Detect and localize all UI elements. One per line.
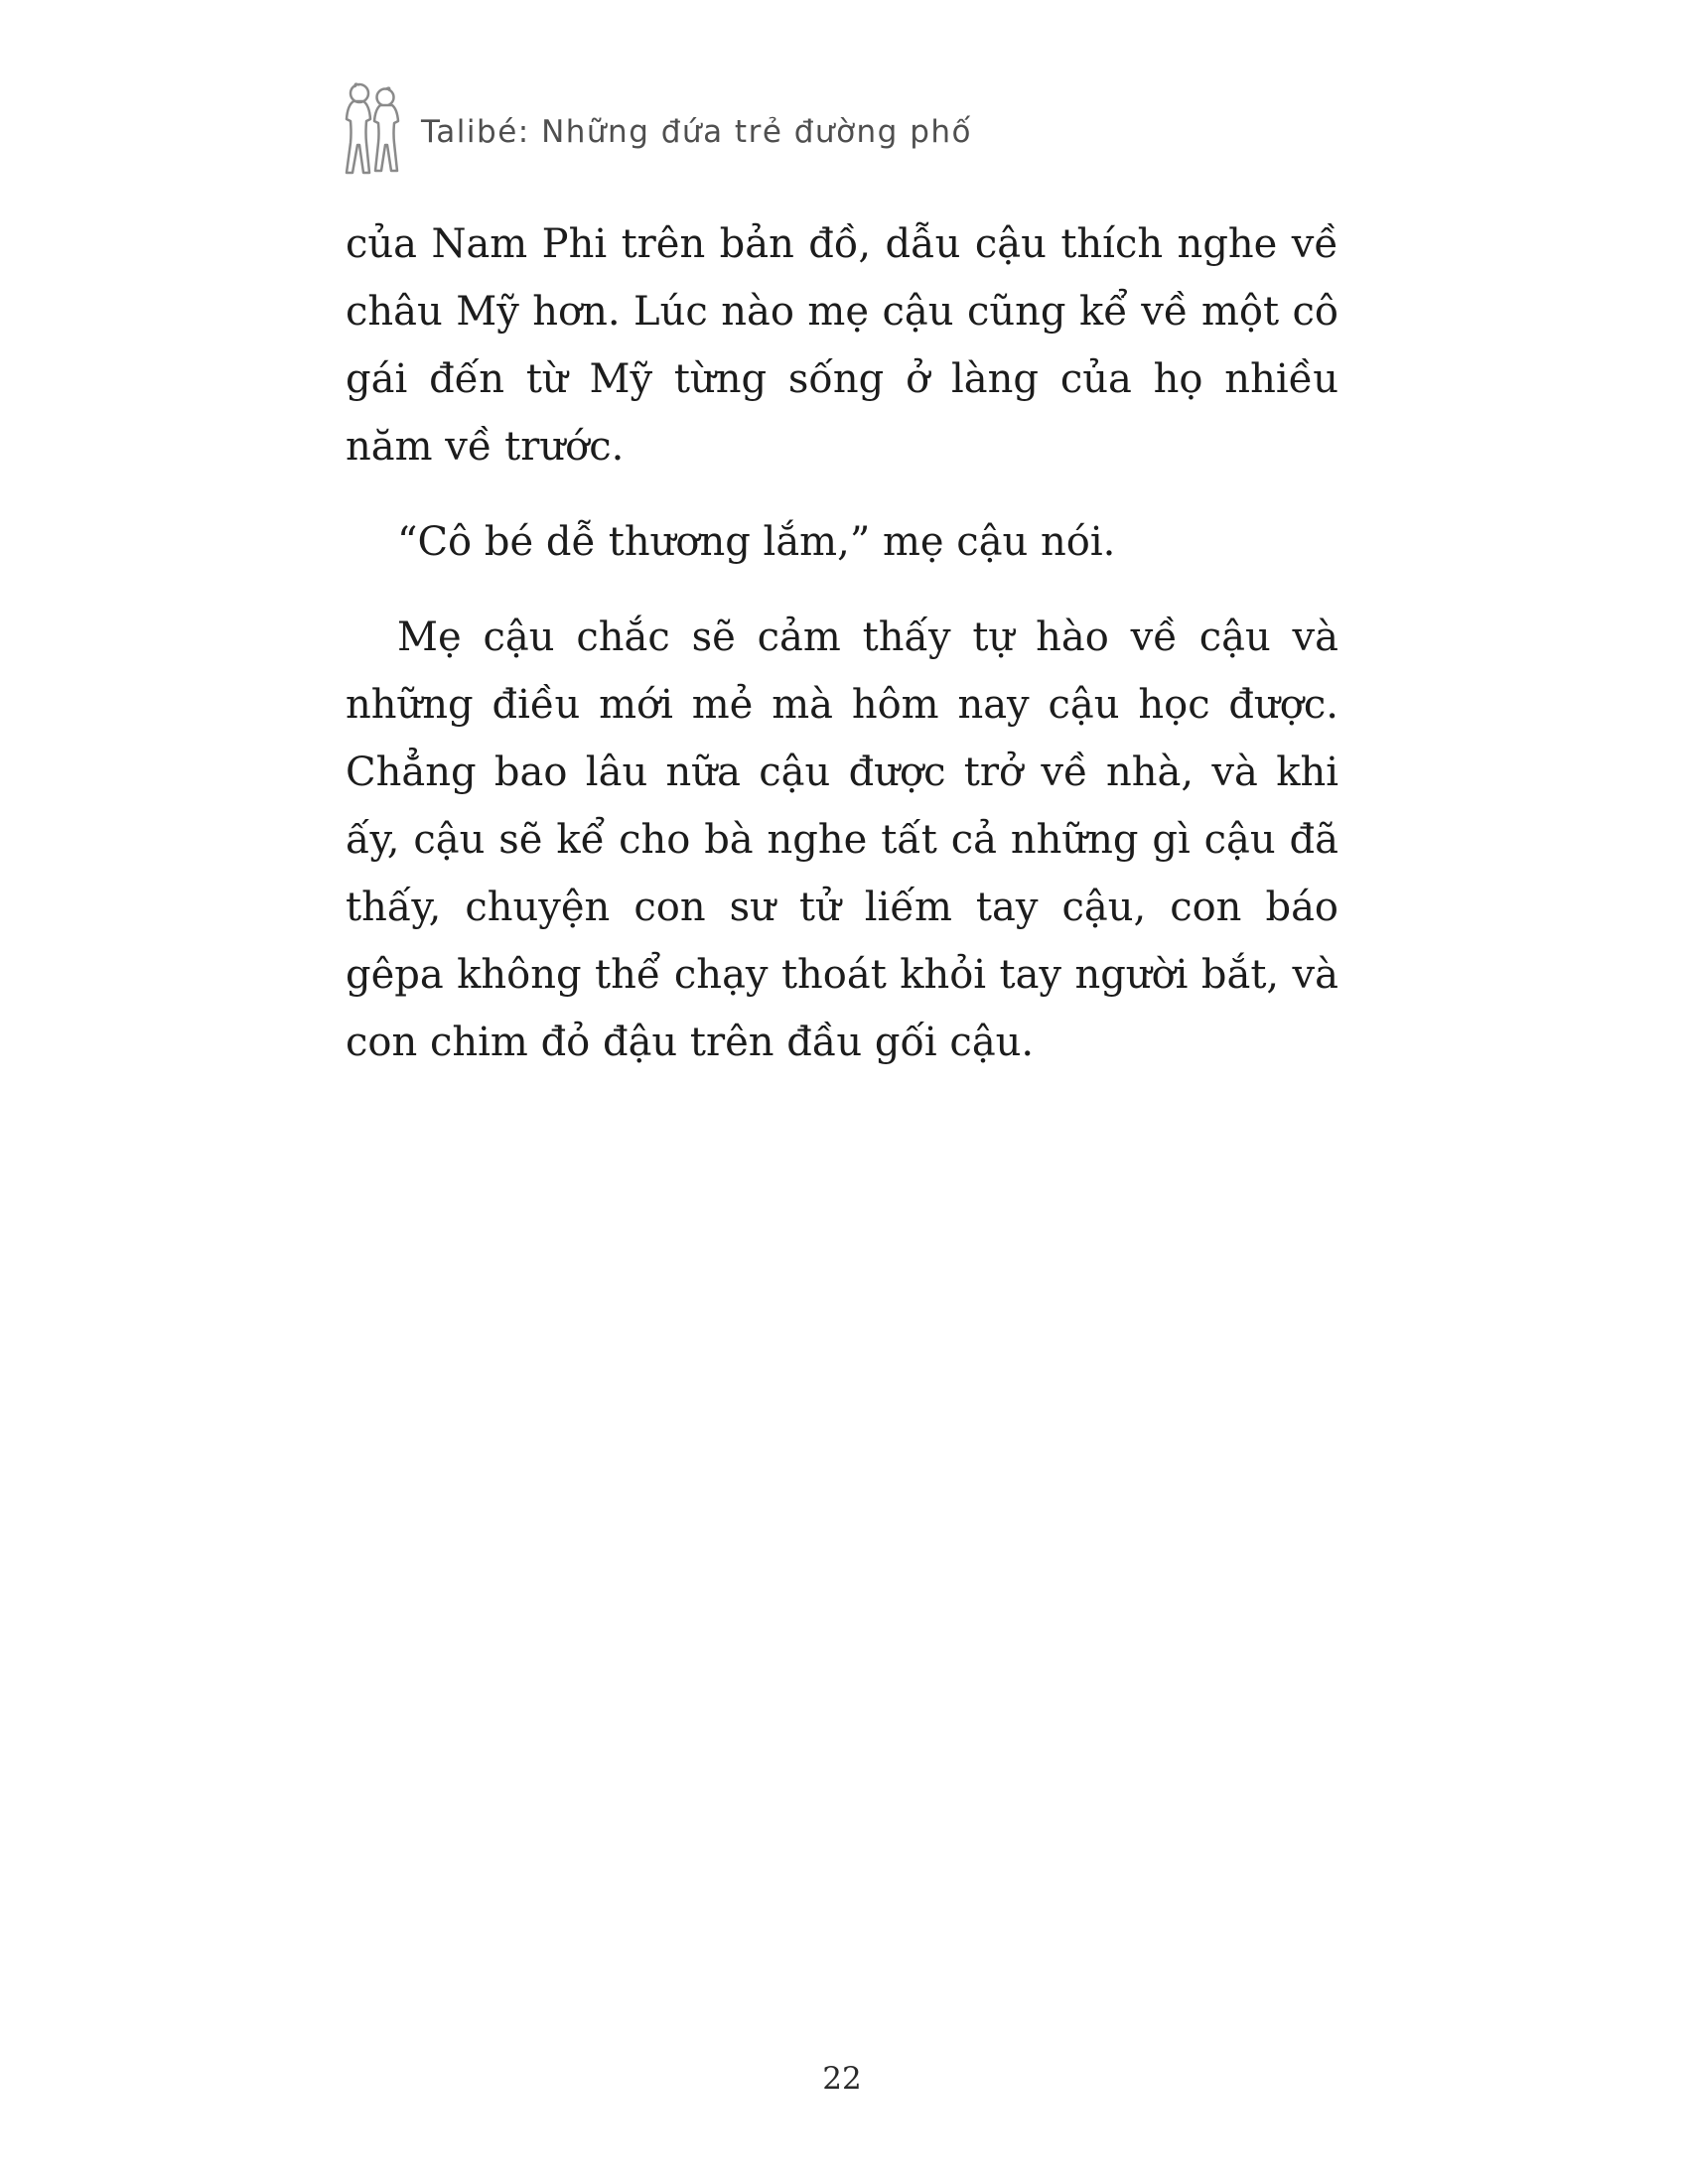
paragraph: Mẹ cậu chắc sẽ cảm thấy tự hào về cậu và những điều mới mẻ mà hôm nay cậu học được. Chẳng bao lâu nữa cậu được trở về nhà, và khi ấy, cậu sẽ kể cho bà nghe tất cả những gì cậu đã thấy, chuyện con sư tử liếm tay cậu, con báo gêpa không thể chạy thoát khỏi tay người bắt, và con chim đỏ đậu trên đầu gối cậu. (346, 614, 1338, 1065)
children-icon (338, 77, 407, 181)
page-number: 22 (822, 2061, 862, 2097)
running-head-title: Talibé: Những đứa trẻ đường phố (421, 114, 973, 150)
paragraph: của Nam Phi trên bản đồ, dẫu cậu thích nghe về châu Mỹ hơn. Lúc nào mẹ cậu cũng kể về một cô gái đến từ Mỹ từng sống ở làng của họ nhiều năm về trước. (346, 221, 1338, 470)
paragraph: “Cô bé dễ thương lắm,” mẹ cậu nói. (397, 519, 1116, 565)
page-body-text (346, 210, 1338, 1104)
page-header (338, 77, 972, 181)
